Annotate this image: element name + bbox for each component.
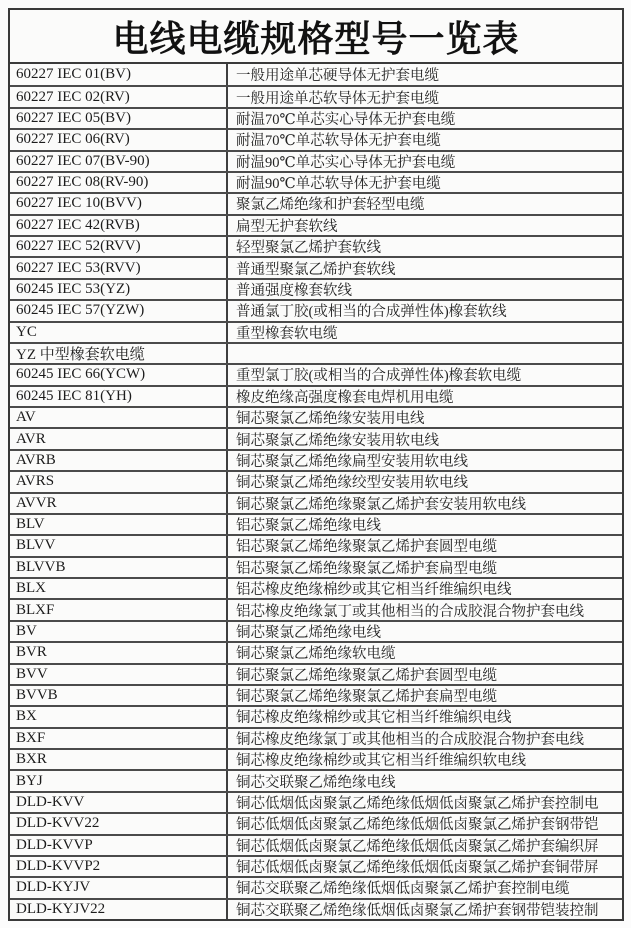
description-cell: 铜芯橡皮绝缘氯丁或其他相当的合成胶混合物护套电线 [236, 731, 584, 748]
table-row [10, 876, 622, 897]
description-cell: 重型橡套软电缆 [236, 325, 338, 342]
model-code-cell: YC [10, 323, 228, 342]
table-row [10, 385, 622, 406]
description-cell: 铜芯低烟低卤聚氯乙烯绝缘低烟低卤聚氯乙烯护套铜带屏 [236, 860, 599, 877]
table-row [10, 299, 622, 320]
table-row [10, 492, 622, 513]
table-row [10, 64, 622, 85]
description-cell: 铜芯低烟低卤聚氯乙烯绝缘低烟低卤聚氯乙烯护套控制电 [236, 795, 599, 812]
description-cell: 轻型聚氯乙烯护套软线 [236, 240, 381, 257]
description-cell: 铝芯橡皮绝缘棉纱或其它相当纤维编织电线 [236, 582, 512, 599]
model-code-cell: BLX [10, 579, 228, 598]
table-row [10, 791, 622, 812]
description-cell: 铜芯聚氯乙烯绝缘扁型安装用软电线 [236, 453, 468, 470]
table-row [10, 128, 622, 149]
model-code-cell: 60227 IEC 52(RVV) [10, 237, 228, 256]
description-cell: 铜芯聚氯乙烯绝缘安装用电线 [236, 411, 425, 428]
model-code-cell: BLVV [10, 536, 228, 555]
table-row [10, 107, 622, 128]
description-cell: 铝芯橡皮绝缘氯丁或其他相当的合成胶混合物护套电线 [236, 603, 584, 620]
table-row [10, 427, 622, 448]
description-cell: 耐温90℃单芯软导体无护套电缆 [236, 176, 441, 193]
table-row [10, 470, 622, 491]
model-code-cell: BLXF [10, 600, 228, 619]
model-code-cell: YZ 中型橡套软电缆 [10, 344, 228, 363]
description-cell: 普通型聚氯乙烯护套软线 [236, 261, 396, 278]
description-cell: 铝芯聚氯乙烯绝缘聚氯乙烯护套扁型电缆 [236, 560, 497, 577]
table-row [10, 278, 622, 299]
table-row [10, 641, 622, 662]
model-code-cell: 60245 IEC 66(YCW) [10, 365, 228, 384]
model-code-cell: 60245 IEC 57(YZW) [10, 301, 228, 320]
model-code-cell: 60245 IEC 81(YH) [10, 387, 228, 406]
description-cell: 铜芯交联聚乙烯绝缘低烟低卤聚氯乙烯护套控制电缆 [236, 881, 570, 898]
model-code-cell: 60227 IEC 06(RV) [10, 130, 228, 149]
model-code-cell: AVRS [10, 472, 228, 491]
table-row [10, 705, 622, 726]
table-row [10, 256, 622, 277]
description-cell: 铜芯橡皮绝缘棉纱或其它相当纤维编织电线 [236, 710, 512, 727]
description-cell: 铜芯聚氯乙烯绝缘聚氯乙烯护套圆型电缆 [236, 667, 497, 684]
model-code-cell: DLD-KVVP [10, 836, 228, 855]
model-code-cell: 60227 IEC 10(BVV) [10, 194, 228, 213]
table-row [10, 577, 622, 598]
table-row [10, 855, 622, 876]
table-row [10, 342, 622, 363]
table-row [10, 769, 622, 790]
table-title: 电线电缆规格型号一览表 [10, 10, 622, 64]
table-row [10, 556, 622, 577]
description-cell: 橡皮绝缘高强度橡套电焊机用电缆 [236, 389, 454, 406]
description-cell: 耐温70℃单芯实心导体无护套电缆 [236, 111, 456, 128]
model-code-cell: DLD-KYJV22 [10, 900, 228, 919]
description-cell: 铜芯低烟低卤聚氯乙烯绝缘低烟低卤聚氯乙烯护套钢带铠 [236, 817, 599, 834]
description-cell: 普通氯丁胶(或相当的合成弹性体)橡套软线 [236, 304, 507, 321]
table-body [10, 64, 622, 919]
model-code-cell: 60227 IEC 05(BV) [10, 109, 228, 128]
description-cell: 铜芯聚氯乙烯绝缘安装用软电线 [236, 432, 439, 449]
model-code-cell: BX [10, 707, 228, 726]
description-cell: 铜芯聚氯乙烯绝缘电线 [236, 624, 381, 641]
description-cell: 重型氯丁胶(或相当的合成弹性体)橡套软电缆 [236, 368, 522, 385]
model-code-cell: BVVB [10, 686, 228, 705]
model-code-cell: 60245 IEC 53(YZ) [10, 280, 228, 299]
description-cell: 铜芯交联聚乙烯绝缘电线 [236, 774, 396, 791]
description-cell: 铜芯橡皮绝缘棉纱或其它相当纤维编织软电线 [236, 753, 526, 770]
description-cell: 耐温90℃单芯实心导体无护套电缆 [236, 154, 456, 171]
table-row [10, 192, 622, 213]
table-row [10, 171, 622, 192]
model-code-cell: AVRB [10, 451, 228, 470]
table-row [10, 85, 622, 106]
table-row [10, 684, 622, 705]
model-code-cell: 60227 IEC 08(RV-90) [10, 173, 228, 192]
table-row [10, 598, 622, 619]
description-cell: 耐温70℃单芯软导体无护套电缆 [236, 133, 441, 150]
description-cell [228, 344, 622, 363]
model-code-cell: 60227 IEC 53(RVV) [10, 258, 228, 277]
table-row [10, 663, 622, 684]
table-row [10, 727, 622, 748]
table-row [10, 406, 622, 427]
table-row [10, 898, 622, 919]
description-cell: 一般用途单芯硬导体无护套电缆 [236, 68, 439, 85]
description-cell: 铜芯聚氯乙烯绝缘软电缆 [236, 646, 396, 663]
model-code-cell: AVVR [10, 494, 228, 513]
description-cell: 普通强度橡套软线 [236, 282, 352, 299]
table-row [10, 620, 622, 641]
table-row [10, 834, 622, 855]
description-cell: 铜芯聚氯乙烯绝缘绞型安装用软电线 [236, 475, 468, 492]
model-code-cell: 60227 IEC 42(RVB) [10, 216, 228, 235]
table-row [10, 534, 622, 555]
model-code-cell: AVR [10, 429, 228, 448]
description-cell: 铝芯聚氯乙烯绝缘电线 [236, 518, 381, 535]
model-code-cell: BVR [10, 643, 228, 662]
table-row [10, 449, 622, 470]
model-code-cell: DLD-KYJV [10, 878, 228, 897]
table-row [10, 812, 622, 833]
description-cell: 聚氯乙烯绝缘和护套轻型电缆 [236, 197, 425, 214]
description-cell: 铜芯交联聚乙烯绝缘低烟低卤聚氯乙烯护套钢带铠装控制 [236, 902, 599, 919]
cable-spec-table [8, 8, 624, 921]
table-row [10, 235, 622, 256]
table-row [10, 363, 622, 384]
model-code-cell: BLVVB [10, 558, 228, 577]
model-code-cell: DLD-KVVP2 [10, 857, 228, 876]
table-row [10, 214, 622, 235]
model-code-cell: BYJ [10, 771, 228, 790]
model-code-cell: 60227 IEC 01(BV) [10, 64, 228, 85]
model-code-cell: 60227 IEC 02(RV) [10, 87, 228, 106]
model-code-cell: 60227 IEC 07(BV-90) [10, 152, 228, 171]
model-code-cell: BXF [10, 729, 228, 748]
table-row [10, 150, 622, 171]
description-cell: 铜芯聚氯乙烯绝缘聚氯乙烯护套扁型电缆 [236, 689, 497, 706]
description-cell: 铝芯聚氯乙烯绝缘聚氯乙烯护套圆型电缆 [236, 539, 497, 556]
model-code-cell: BVV [10, 665, 228, 684]
model-code-cell: DLD-KVV [10, 793, 228, 812]
model-code-cell: AV [10, 408, 228, 427]
table-row [10, 513, 622, 534]
table-row [10, 748, 622, 769]
description-cell: 一般用途单芯软导体无护套电缆 [236, 90, 439, 107]
description-cell: 铜芯低烟低卤聚氯乙烯绝缘低烟低卤聚氯乙烯护套编织屏 [236, 838, 599, 855]
table-row [10, 321, 622, 342]
model-code-cell: BXR [10, 750, 228, 769]
description-cell: 扁型无护套软线 [236, 218, 338, 235]
model-code-cell: BV [10, 622, 228, 641]
model-code-cell: DLD-KVV22 [10, 814, 228, 833]
model-code-cell: BLV [10, 515, 228, 534]
description-cell: 铜芯聚氯乙烯绝缘聚氯乙烯护套安装用软电线 [236, 496, 526, 513]
